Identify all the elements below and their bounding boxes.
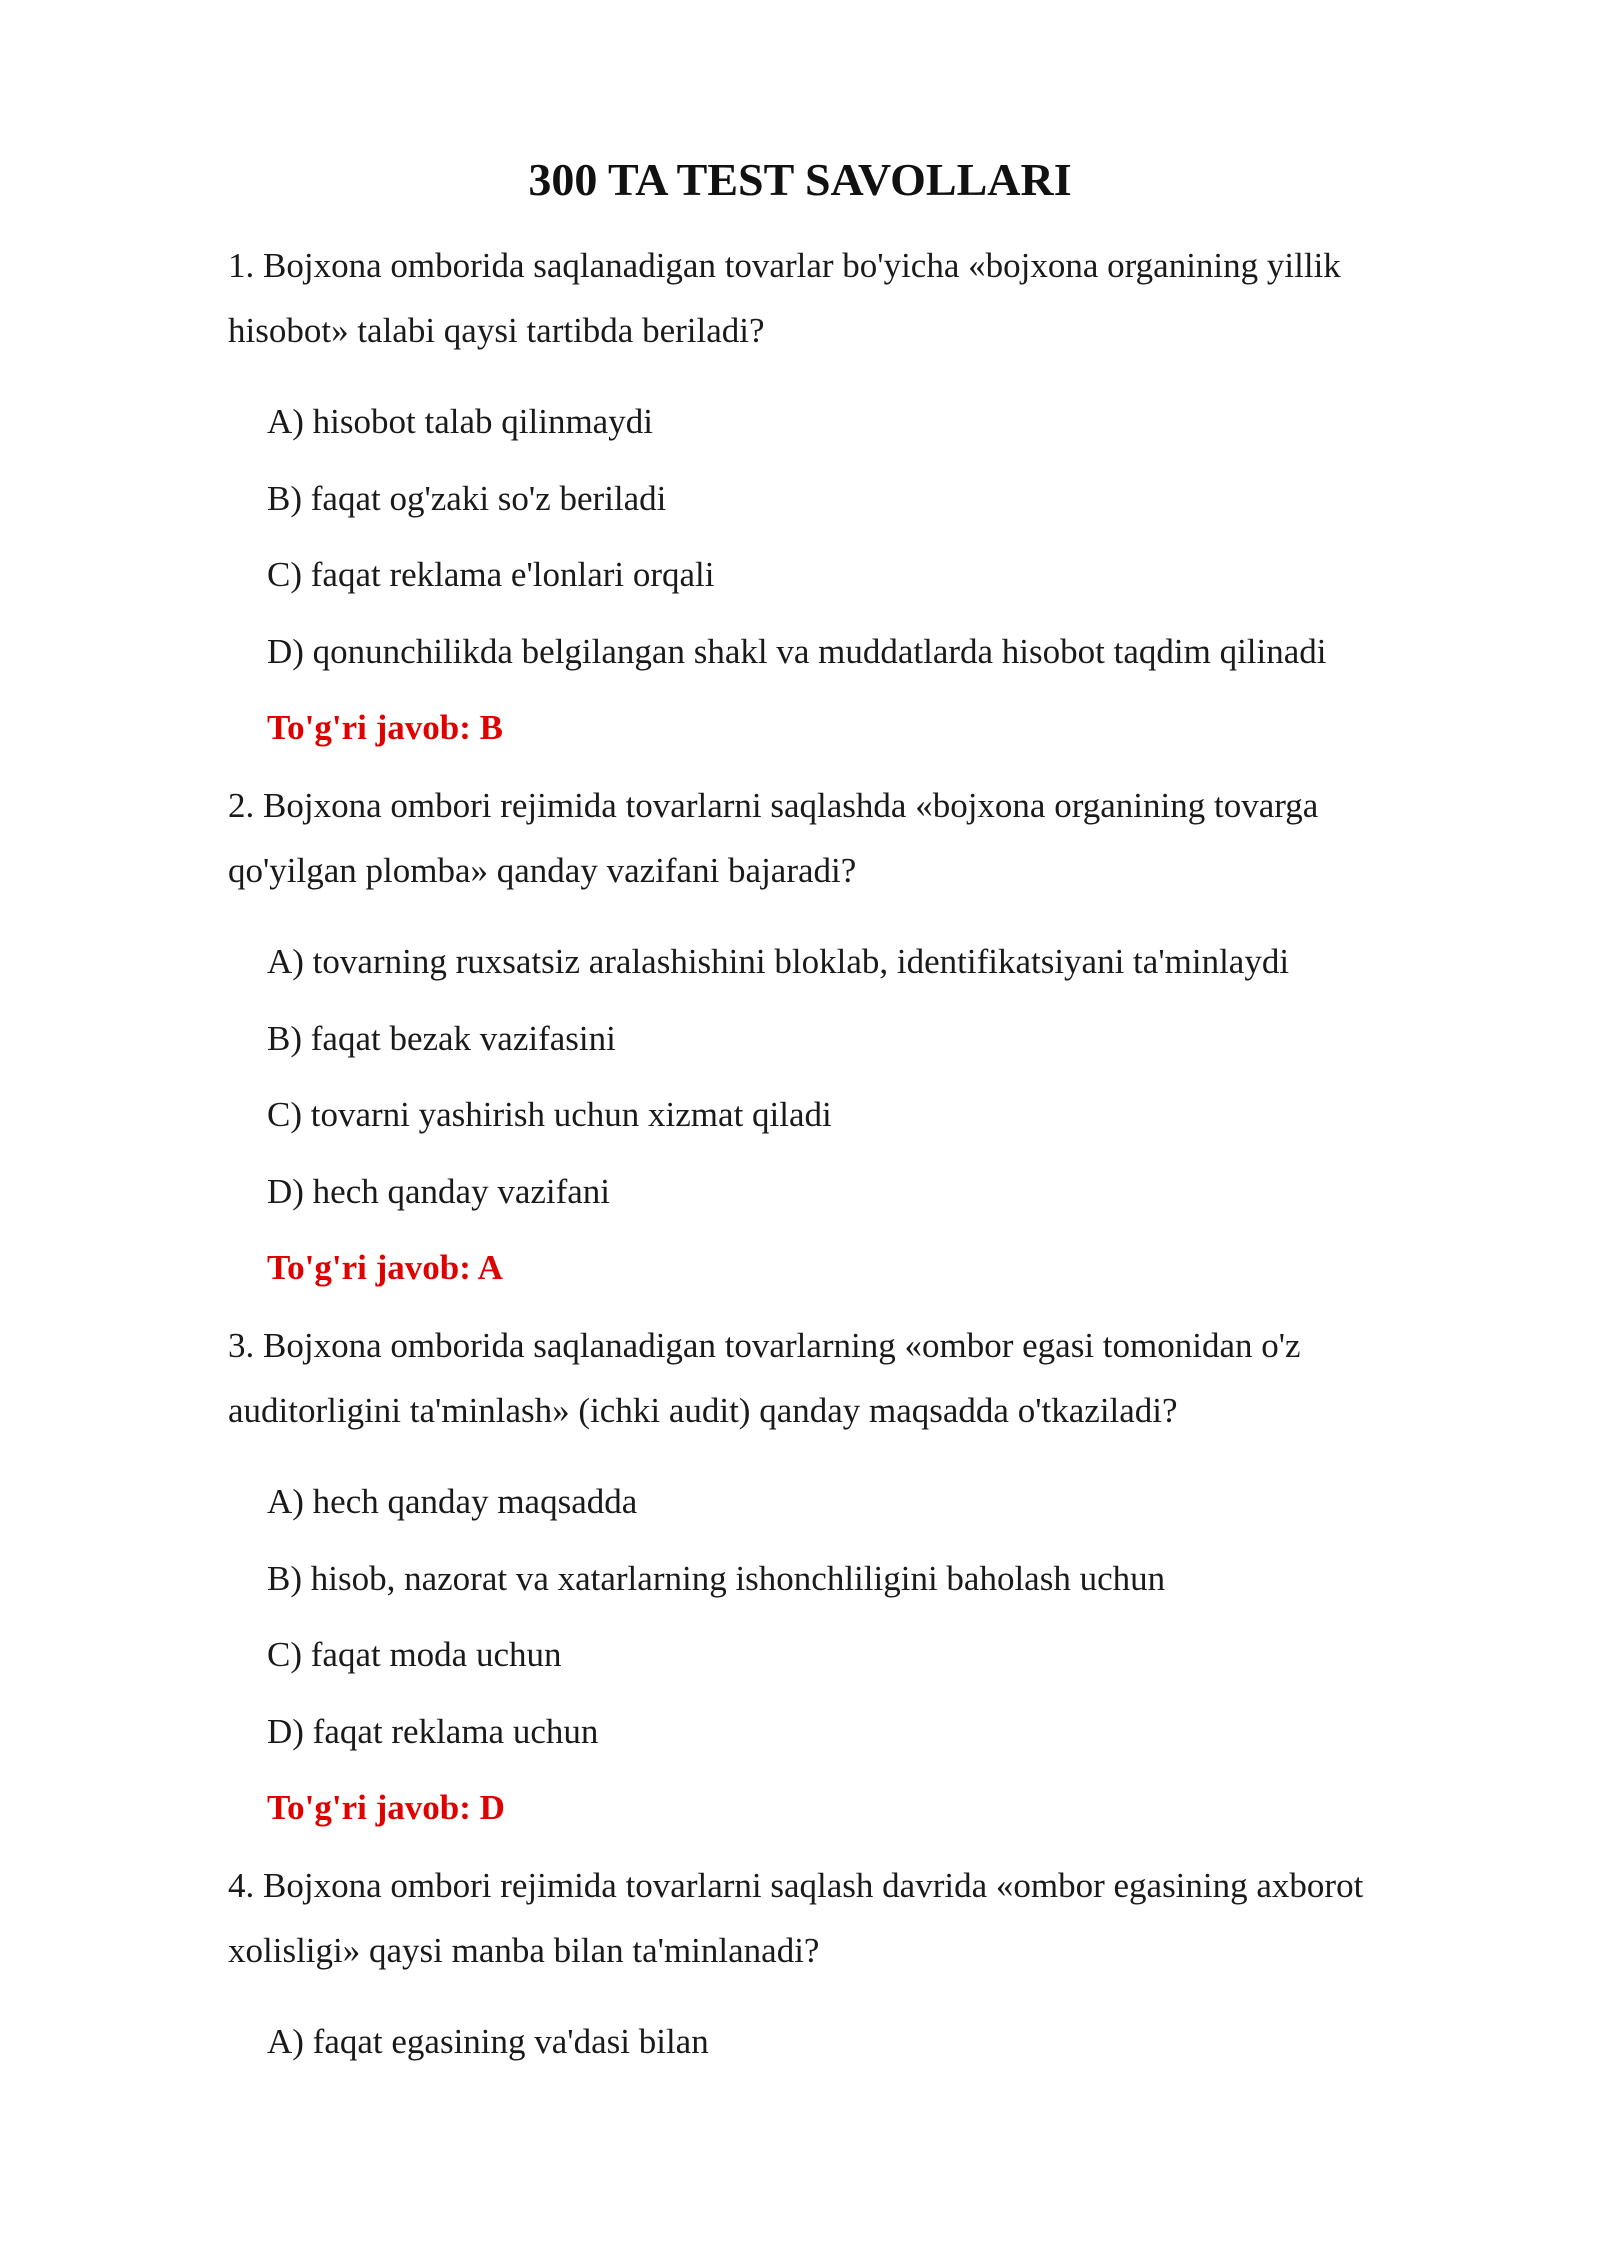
question-1-line-2: hisobot» talabi qaysi tartibda beriladi? — [228, 311, 765, 350]
question-2-option-c: C) tovarni yashirish uchun xizmat qiladi — [267, 1095, 832, 1134]
question-3-answer: To'g'ri javob: D — [267, 1788, 505, 1827]
question-3-option-b: B) hisob, nazorat va xatarlarning ishonchliligini baholash uchun — [267, 1559, 1166, 1598]
question-1-option-a: A) hisobot talab qilinmaydi — [267, 402, 653, 441]
question-3-line-1: 3. Bojxona omborida saqlanadigan tovarlarning «ombor egasi tomonidan o'z — [228, 1326, 1301, 1365]
document-title: 300 TA TEST SAVOLLARI — [528, 154, 1072, 205]
question-3-option-a: A) hech qanday maqsadda — [267, 1482, 638, 1521]
question-1-option-b: B) faqat og'zaki so'z beriladi — [267, 479, 667, 518]
question-2-option-b: B) faqat bezak vazifasini — [267, 1019, 616, 1058]
question-1 — [228, 233, 1458, 363]
question-1-answer: To'g'ri javob: B — [267, 708, 503, 747]
question-4 — [228, 1853, 1458, 1983]
question-3-line-2: auditorligini ta'minlash» (ichki audit) qanday maqsadda o'tkaziladi? — [228, 1391, 1178, 1430]
question-1-option-c: C) faqat reklama e'lonlari orqali — [267, 555, 715, 594]
question-4-option-a: A) faqat egasining va'dasi bilan — [267, 2022, 709, 2061]
question-2-line-1: 2. Bojxona ombori rejimida tovarlarni saqlashda «bojxona organining tovarga — [228, 786, 1319, 825]
question-4-line-1: 4. Bojxona ombori rejimida tovarlarni saqlash davrida «ombor egasining axborot — [228, 1866, 1364, 1905]
question-3 — [228, 1313, 1458, 1443]
question-3-option-c: C) faqat moda uchun — [267, 1635, 562, 1674]
question-2-line-2: qo'yilgan plomba» qanday vazifani bajaradi? — [228, 851, 857, 890]
question-1-option-d: D) qonunchilikda belgilangan shakl va muddatlarda hisobot taqdim qilinadi — [267, 632, 1327, 671]
question-2-option-d: D) hech qanday vazifani — [267, 1172, 611, 1211]
question-4-line-2: xolisligi» qaysi manba bilan ta'minlanadi? — [228, 1931, 820, 1970]
question-2 — [228, 773, 1458, 903]
question-1-line-1: 1. Bojxona omborida saqlanadigan tovarlar bo'yicha «bojxona organining yillik — [228, 246, 1341, 285]
question-2-option-a: A) tovarning ruxsatsiz aralashishini bloklab, identifikatsiyani ta'minlaydi — [267, 942, 1290, 981]
question-3-option-d: D) faqat reklama uchun — [267, 1712, 599, 1751]
question-2-answer: To'g'ri javob: A — [267, 1248, 503, 1287]
